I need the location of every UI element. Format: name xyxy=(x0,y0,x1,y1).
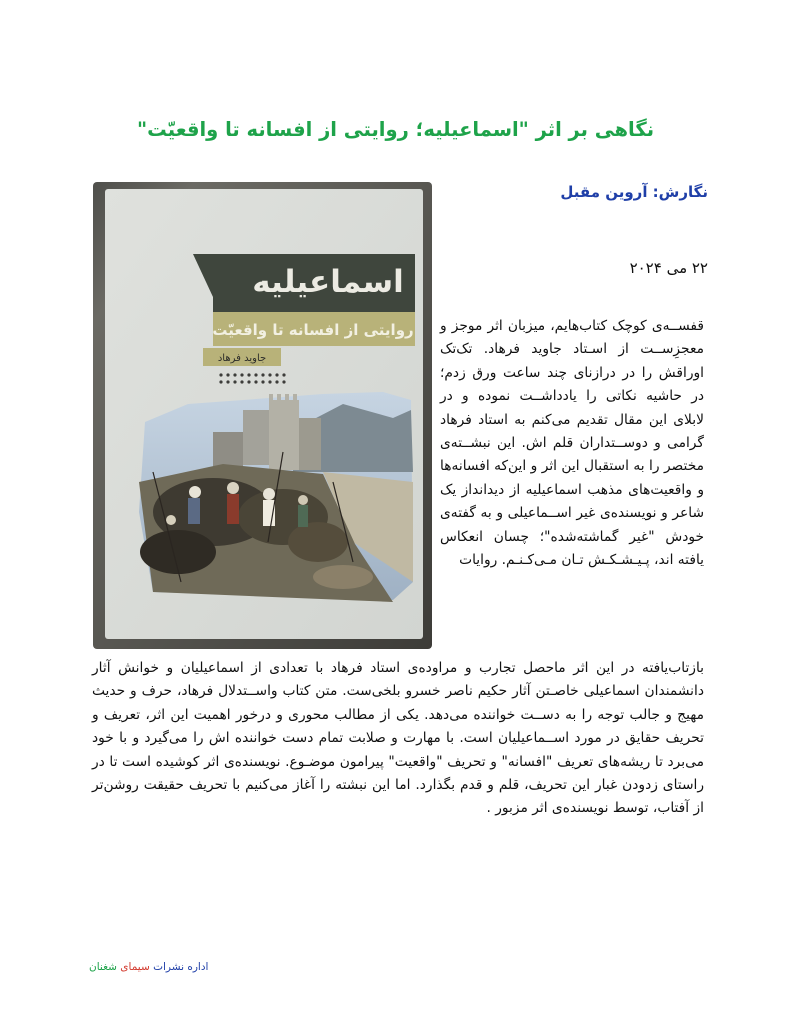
footer-part-publisher: اداره نشرات xyxy=(153,961,209,973)
book-cover-photo xyxy=(93,182,432,649)
book-cover-subtitle: روایتی از افسانه تا واقعیّت xyxy=(212,321,414,339)
footer-part-name: سیمای xyxy=(120,961,150,973)
cover-painting xyxy=(139,392,413,602)
article-author: نگارش: آروین مقبل xyxy=(560,183,708,201)
footer-part-region: شغنان xyxy=(89,961,117,973)
book-cover-author: جاوید فرهاد xyxy=(217,353,267,364)
article-title: نگاهی بر اثر "اسماعیلیه؛ روایتی از افسانه تا واقعیّت" xyxy=(136,118,655,141)
article-date: ۲۲ می ۲۰۲۴ xyxy=(629,259,708,277)
article-paragraph-body: بازتاب‌یافته در این اثر ماحصل تجارب و مراوده‌ی استاد فرهاد با تعدادی از اسماعیلیان و خوانش آثار دانشمندان اسماعیلی خاصـتن آثار حکیم ناصر خسرو بلخی‌ست. متن کتاب واســتدلال فرهاد، حرف و حدیث مهیج و جالب توجه را به دســت خواننده می‌دهد. یکی از مطالب محوری و درخور اهمیت این اثر، تعریف و تحریف حقایق در مورد اســماعیلیان است. با مهارت و صلابت تمام دست خواننده اش را می‌گیرد و با خود می‌برد تا ریشه‌های تعریف "افسانه" و تحریف "واقعیت" پیرامون موضـوع. نویسنده‌ی اثر کوشیده است تا در راستای زدودن غبار این تحریف، قلم و قدم بگذارد. اما این نبشته را آغاز می‌کنیم با تحریف حقیقت روشن‌تر از آفتاب، توسط نویسنده‌ی اثر مزبور . xyxy=(92,660,704,817)
publisher-footer xyxy=(89,961,208,973)
book-cover-title: اسماعیلیه xyxy=(252,264,404,300)
article-paragraph-intro: قفســه‌ی کوچک کتاب‌هایم، میزبان اثر موجز و معجزِ‌ســت از اسـتاد جاوید فرهاد. تک‌تک اوراقش را در درازنای چند ساعت ورق زدم؛ در حاشیه نکاتی را یادداشــت نموده و در لابلای این مقال تقدیم می‌کنم به استاد فرهاد گرامی و دوســتداران قلم اش. این نبشــته‌ی مختصر را به استقبال این اثر و این‌که افسانه‌ها و واقعیت‌های مذهب اسماعیلیه از دیدانداز یک شاعر و نویسنده‌ی غیر اســماعیلی و به گفته‌ی خودش "غیر گماشته‌شده"؛ چسان انعکاس یافته اند، پـیـشـکـش تـان مـی‌کـنـم. روایات xyxy=(440,318,704,569)
